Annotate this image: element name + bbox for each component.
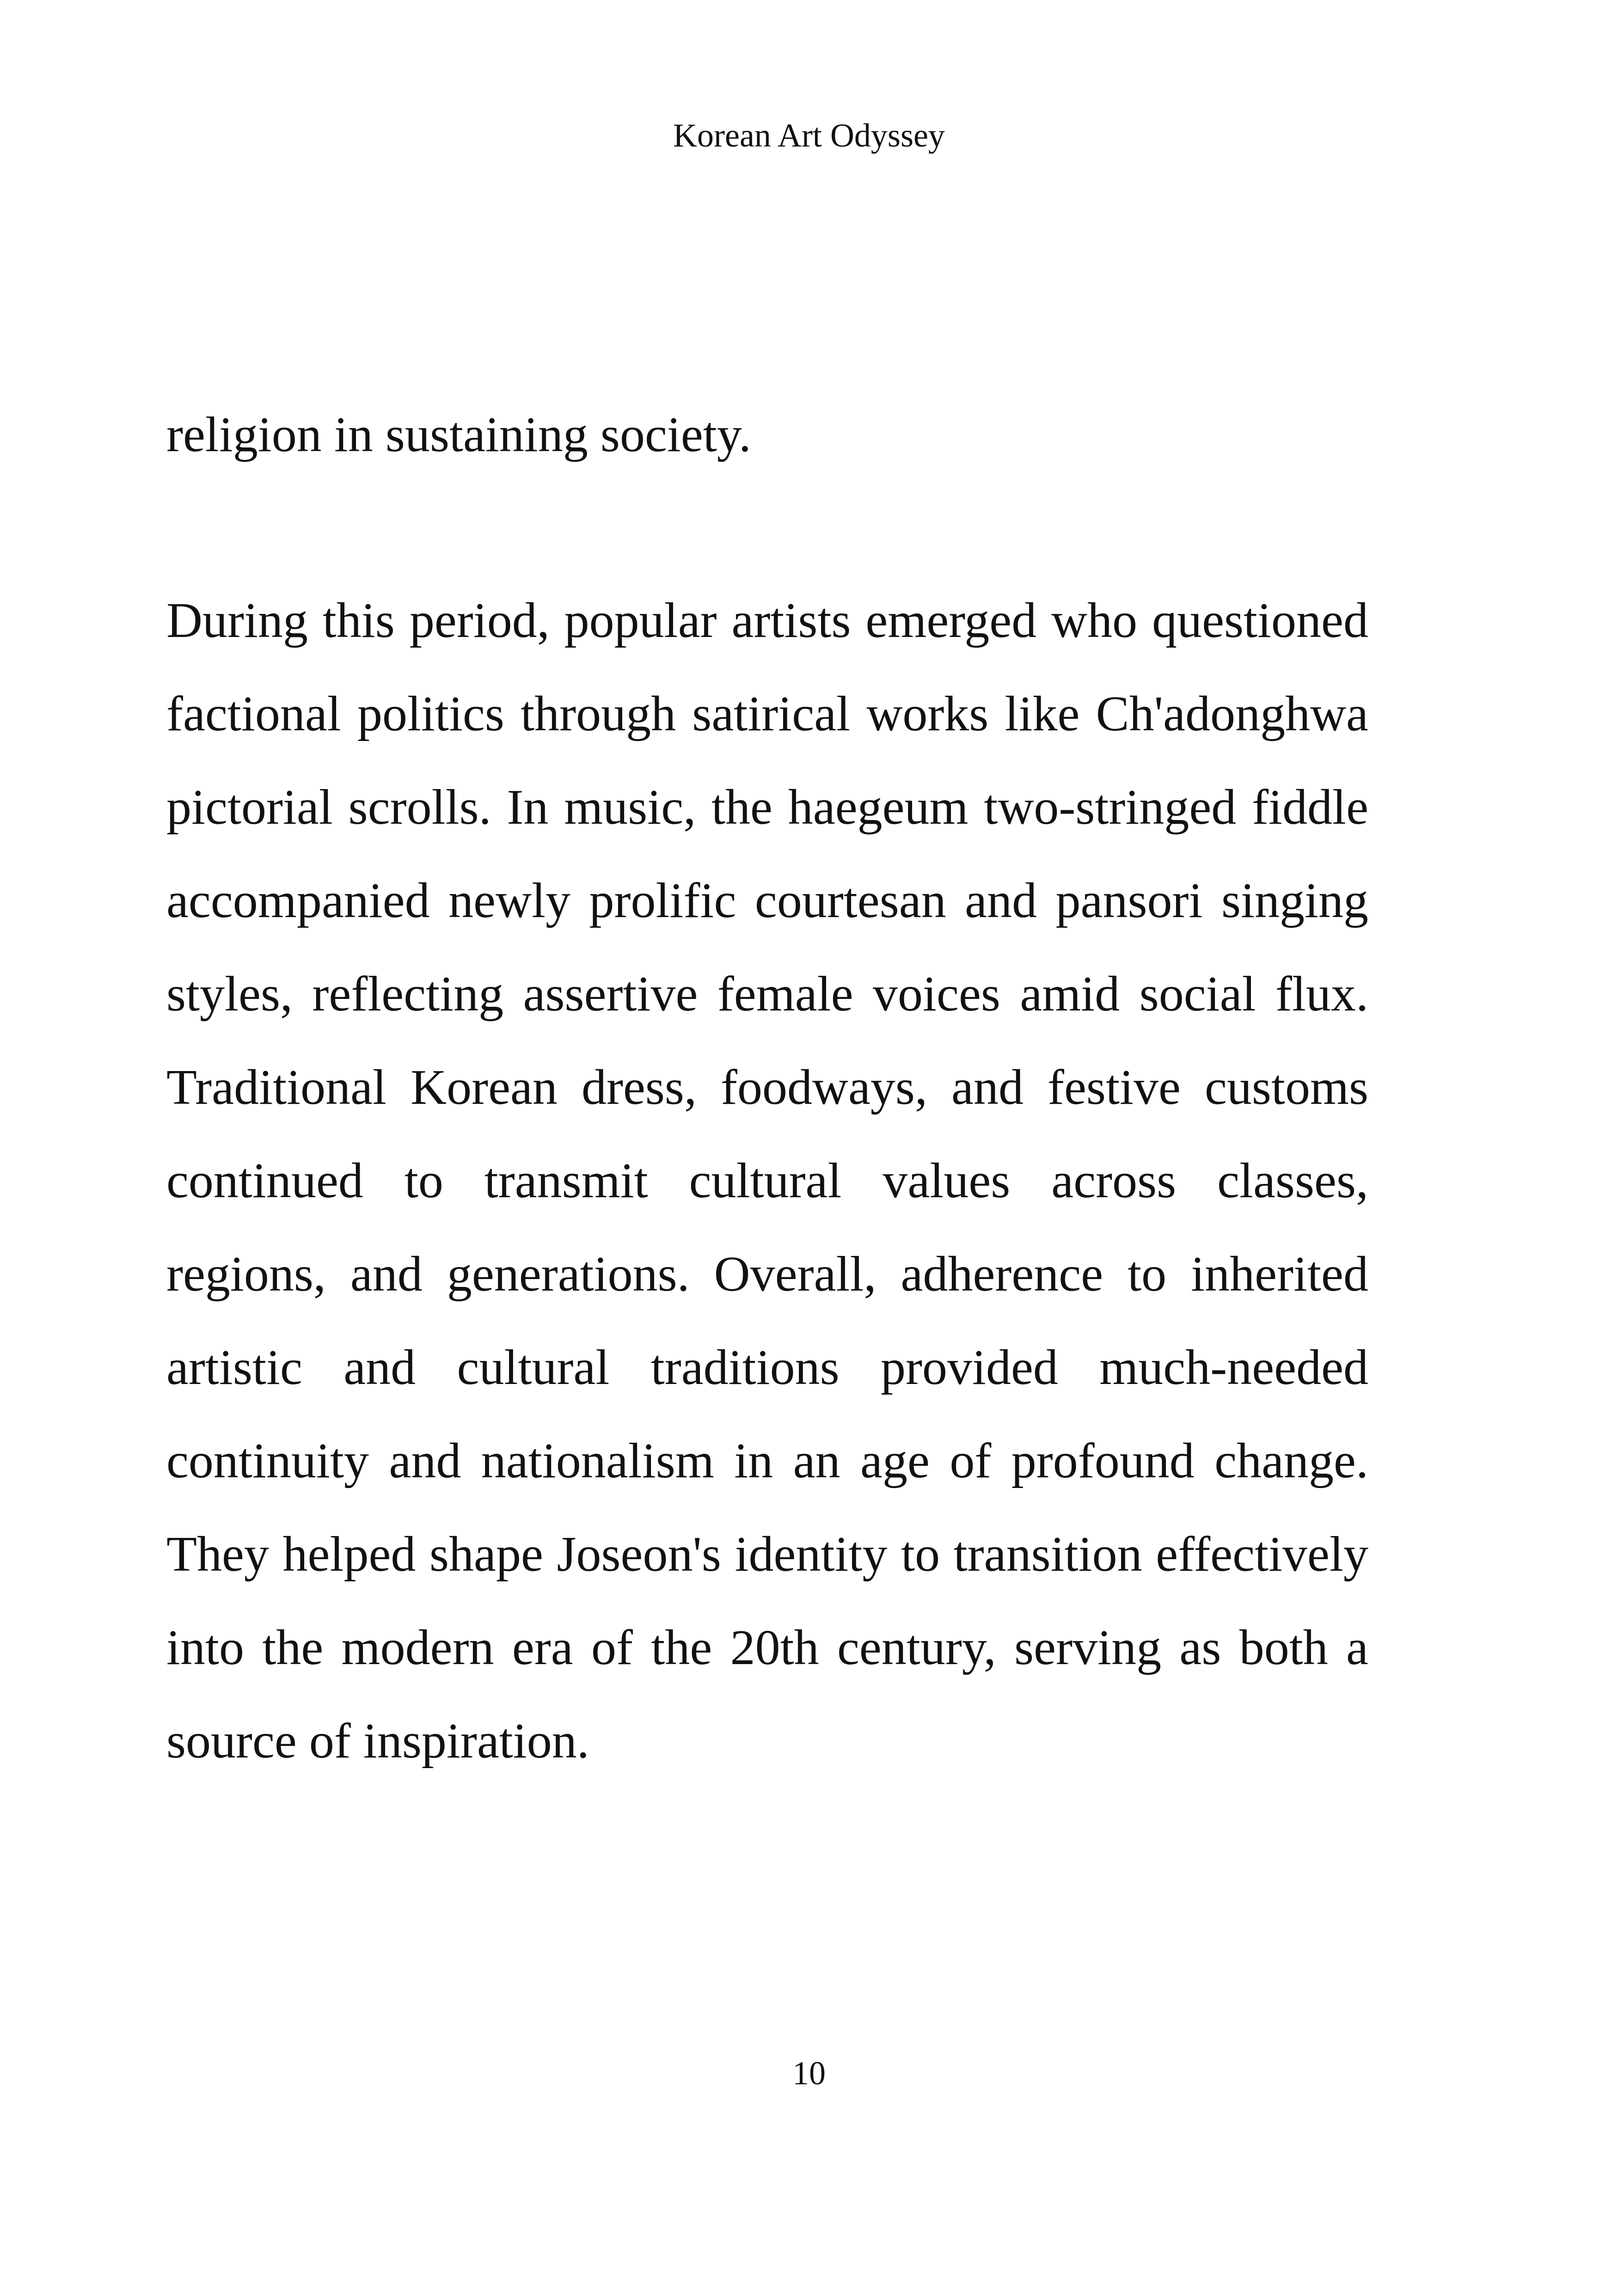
paragraph-main: During this period, popular artists emerged who questioned factional politics through satirical works like Ch'adonghwa pictorial scrolls. In music, the haegeum two-stringed fiddle accompanied newly prolific courtesan and pansori singing styles, reflecting assertive female voices amid social flux. Traditional Korean dress, foodways, and festive customs continued to transmit cultural values across classes, regions, and generations. Overall, adherence to inherited artistic and cultural traditions provided much-needed continuity and nationalism in an age of profound change. They helped shape Joseon's identity to transition effectively into the modern era of the 20th century, serving as both a source of inspiration. <box>166 593 1368 1769</box>
running-header: Korean Art Odyssey <box>673 117 945 154</box>
page-number: 10 <box>792 2055 826 2092</box>
paragraph-continued: religion in sustaining society. <box>166 407 751 462</box>
